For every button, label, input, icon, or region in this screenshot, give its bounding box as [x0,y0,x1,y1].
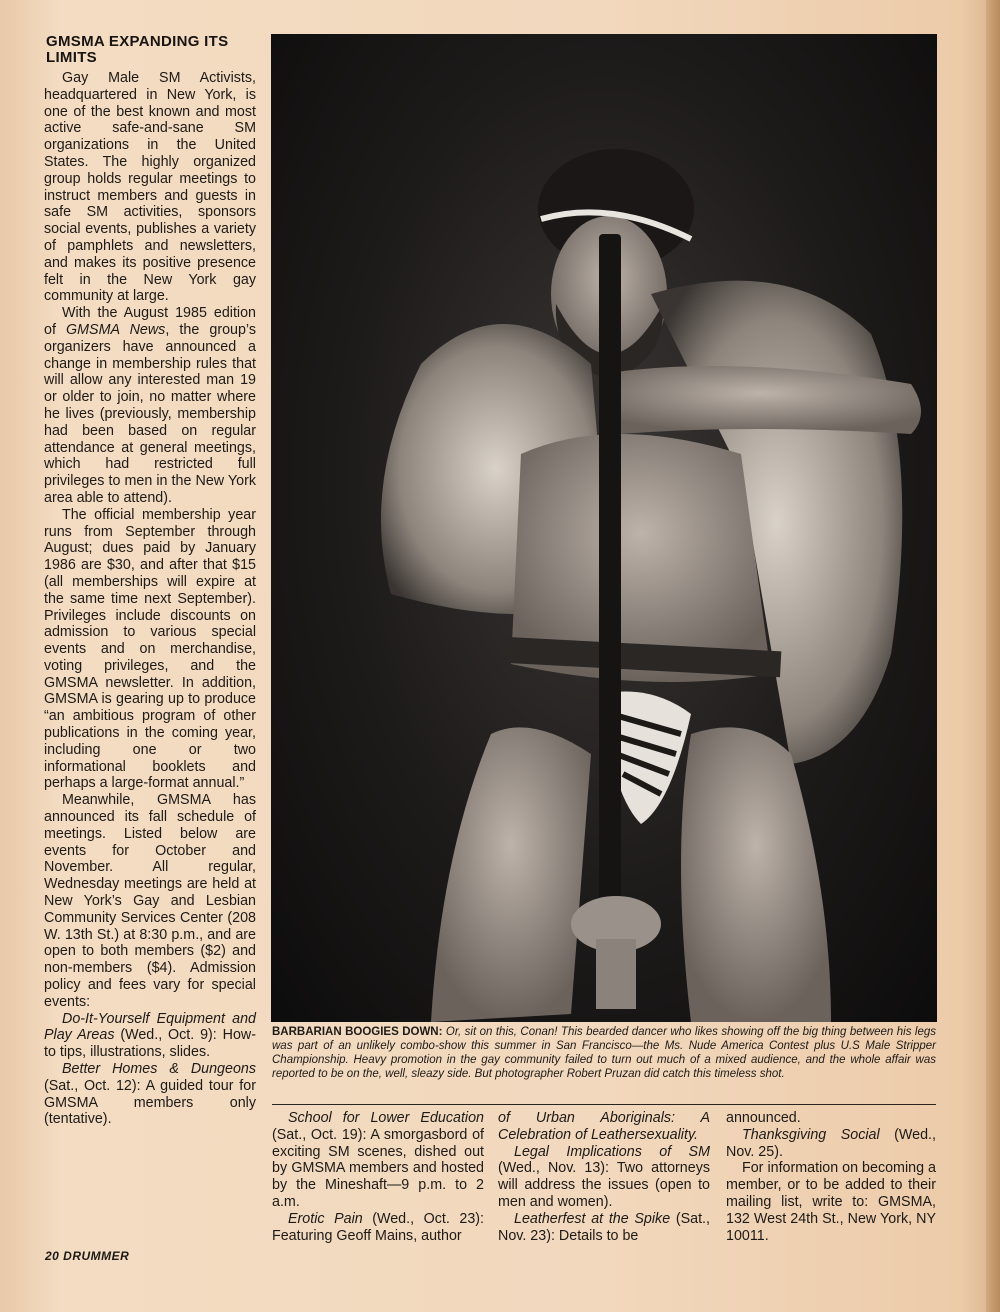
caption-text: Or, sit on this, Conan! This bearded dancer who likes showing off the big thing between his legs was part of an unlikely combo-show this summer in San Francisco—the Ms. Nude America Contest plus U.S Male Stripper Championship. Heavy promotion in the gay community failed to turn out much of a mixed audience, and the whole affair was reported to be on the, well, sleazy side. But photographer Robert Pruzan did catch this timeless shot. [272,1026,936,1080]
event-item: Leatherfest at the Spike (Sat., Nov. 23): Details to be [498,1210,711,1244]
photo-illustration [271,34,937,1022]
paragraph-intro: Gay Male SM Activists, headquartered in New York, is one of the best known and most active safe-and-sane SM organizations in the United States. The highly organized group holds regular meetings to instruct members and guests in safe SM activities, sponsors social events, publishes a variety of pamphlets and newsletters, and makes its positive presence felt in the New York gay community at large. [44,70,256,305]
event-item: Do-It-Yourself Equipment and Play Areas (Wed., Oct. 9): How-to tips, illustrations, slides. [44,1010,256,1061]
article-column-left [44,34,256,1128]
event-column-4 [726,1110,936,1244]
paragraph-membership-change: With the August 1985 edition of GMSMA News, the group’s organizers have announced a change in membership rules that will allow any interested man 19 or older to join, no matter where he lives (previously, membership had been based on regular attendance at general meetings, which had restricted full privileges to men in the New York area able to attend). [44,305,256,506]
event-item: Legal Implications of SM (Wed., Nov. 13): Two attorneys will address the issues (open to men and women). [498,1143,710,1210]
event-continuation: of Urban Aboriginals: A Celebration of Leathersexuality. [498,1110,710,1143]
event-item: Erotic Pain (Wed., Oct. 23): Featuring Geoff Mains, author [272,1210,484,1244]
event-continuation: announced. [726,1110,801,1126]
closing-paragraph: For information on becoming a member, or to be added to their mailing list, write to: GMSMA, 132 West 24th St., New York, NY 10011. [726,1160,936,1244]
event-item: School for Lower Education (Sat., Oct. 19): A smorgasbord of exciting SM scenes, dished out by GMSMA members and hosted by the Mineshaft—9 p.m. to 2 a.m. [272,1110,484,1210]
page-footer: 20 DRUMMER [45,1249,130,1263]
article-body [44,70,256,1128]
article-photo [271,34,937,1022]
paragraph-membership-year: The official membership year runs from September through August; dues paid by January 1986 are $30, and after that $15 (all memberships will expire at the same time next September). Privileges include discounts on admission to various special events and on merchandise, voting privileges, and the GMSMA newsletter. In addition, GMSMA is gearing up to produce “an ambitious program of other publications in the coming year, including one or two informational booklets and perhaps a large-format annual.” [44,506,256,792]
paragraph-schedule: Meanwhile, GMSMA has announced its fall schedule of meetings. Listed below are events for October and November. All regular, Wednesday meetings are held at New York’s Gay and Lesbian Community Services Center (208 W. 13th St.) at 8:30 p.m., and are open to both members ($2) and non-members ($4). Admission policy and fees vary for special events: [44,792,256,1010]
caption-divider [272,1104,936,1105]
caption-lead: BARBARIAN BOOGIES DOWN: [272,1026,443,1038]
event-column-3 [498,1110,710,1244]
page-edge [986,0,1000,1312]
event-item: Better Homes & Dungeons (Sat., Oct. 12): A guided tour for GMSMA members only (tentative). [44,1061,256,1128]
event-column-2 [272,1110,484,1244]
event-item: Thanksgiving Social (Wed., Nov. 25). [726,1126,936,1160]
article-headline: GMSMA EXPANDING ITS LIMITS [46,33,229,66]
photo-caption [272,1025,936,1081]
